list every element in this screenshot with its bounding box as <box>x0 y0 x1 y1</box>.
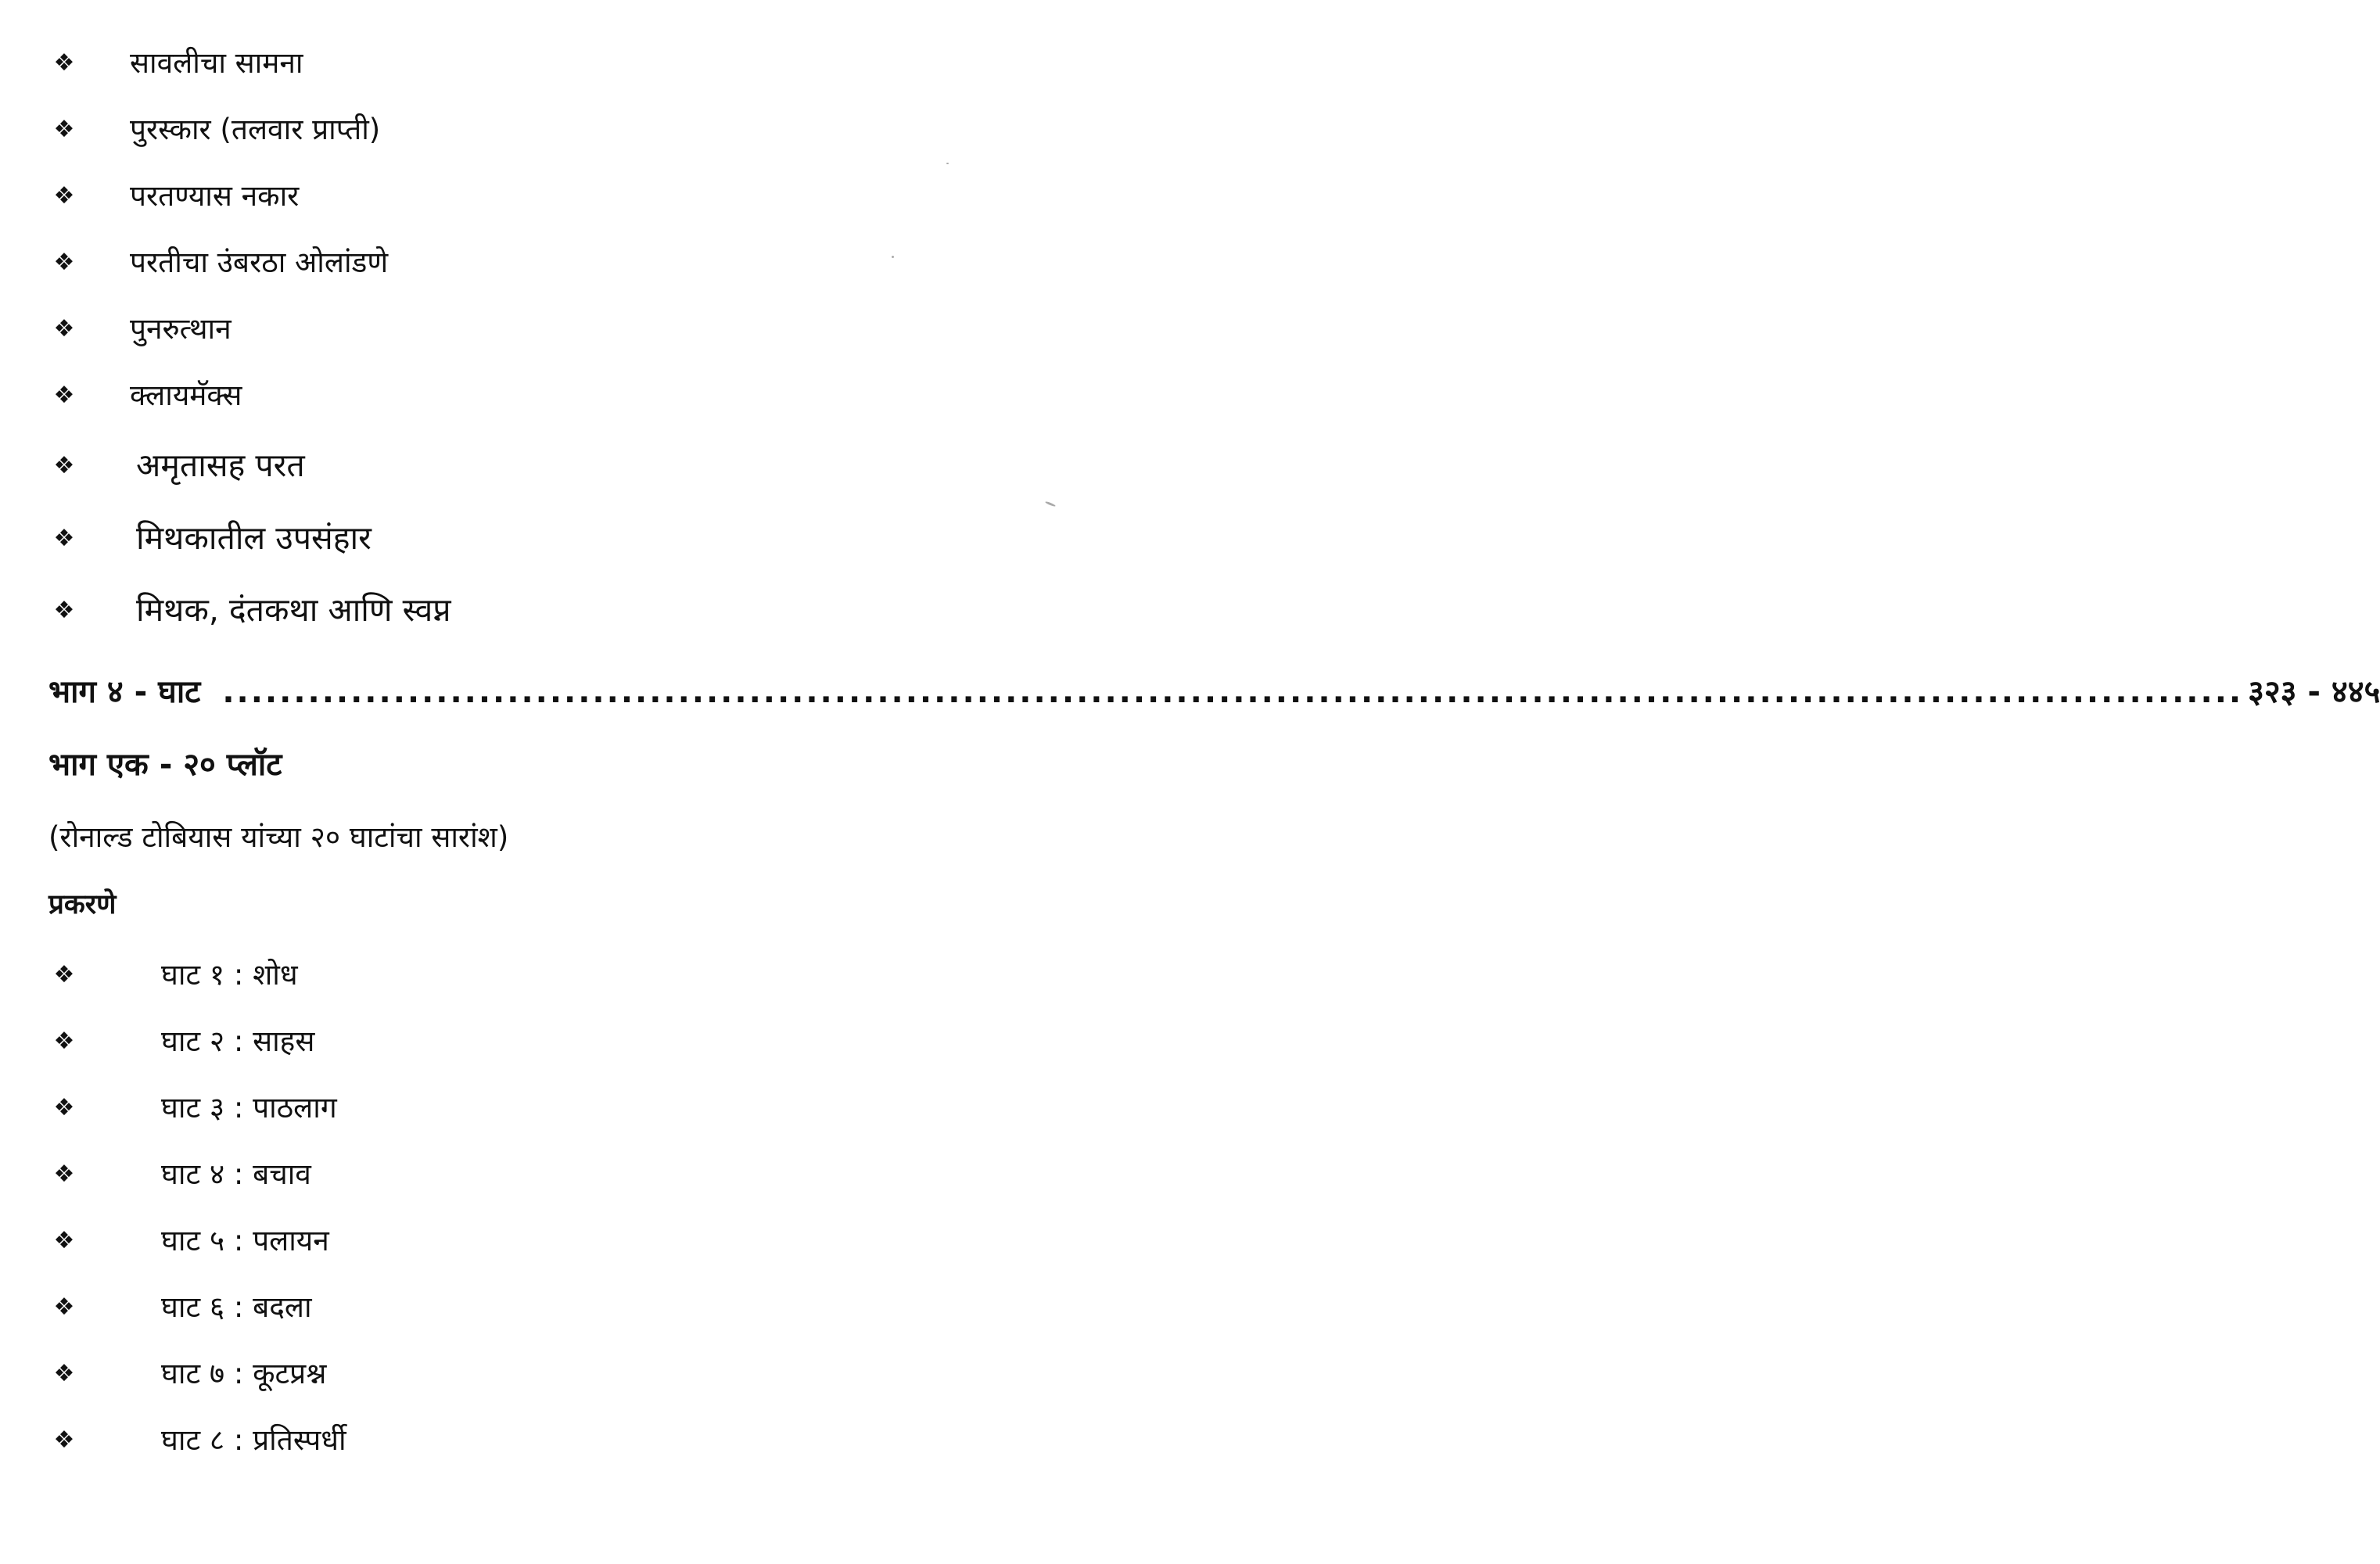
bullet-icon: ❖ <box>53 960 75 988</box>
list-item <box>48 1359 326 1388</box>
list-item-text: सावलीचा सामना <box>130 46 303 80</box>
bullet-icon: ❖ <box>53 314 75 343</box>
bullet-icon: ❖ <box>53 1293 75 1321</box>
chapter-item-text: घाट २ : साहस <box>161 1024 315 1058</box>
list-item <box>48 248 388 277</box>
list-item <box>48 1157 311 1191</box>
bullet-icon: ❖ <box>53 181 75 210</box>
bullet-icon: ❖ <box>53 381 75 409</box>
chapters-label: प्रकरणे <box>48 889 117 920</box>
toc-entry-pages: ३२३ - ४४५ <box>2248 674 2380 710</box>
chapter-item-text: घाट ८ : प्रतिस्पर्धी <box>161 1423 346 1457</box>
list-item-text: क्लायमॅक्स <box>130 378 242 412</box>
bullet-icon: ❖ <box>53 1093 75 1121</box>
part-heading: भाग एक - २० प्लॉट <box>48 747 282 783</box>
list-item <box>48 1024 315 1058</box>
list-item-text: मिथक, दंतकथा आणि स्वप्न <box>136 591 451 629</box>
list-item <box>48 312 232 346</box>
chapter-item-text: घाट १ : शोध <box>161 958 298 992</box>
list-item-text: मिथकातील उपसंहार <box>136 519 372 557</box>
toc-entry-label: भाग ४ - घाट <box>48 674 201 710</box>
chapter-item-text: घाट ७ : कूटप्रश्न <box>161 1357 327 1390</box>
list-item <box>48 1091 337 1125</box>
scan-speck <box>1045 500 1056 507</box>
list-item <box>48 1290 312 1324</box>
list-item <box>48 519 372 557</box>
bullet-icon: ❖ <box>53 1226 75 1254</box>
bullet-icon: ❖ <box>53 1359 75 1387</box>
list-item <box>48 179 300 213</box>
list-item <box>48 447 305 484</box>
chapter-item-text: घाट ६ : बदला <box>161 1290 312 1324</box>
list-item-text: पुरस्कार (तलवार प्राप्ती) <box>130 113 381 146</box>
bullet-icon: ❖ <box>53 115 75 143</box>
list-item <box>48 1226 329 1255</box>
part-note: (रोनाल्ड टोबियास यांच्या २० घाटांचा सारांश) <box>48 820 509 854</box>
list-item <box>48 958 298 992</box>
bullet-icon: ❖ <box>53 48 75 77</box>
scan-speck <box>892 256 894 258</box>
bullet-icon: ❖ <box>53 451 75 479</box>
list-item <box>48 46 303 80</box>
scan-speck <box>946 163 949 164</box>
bullet-icon: ❖ <box>53 524 75 552</box>
bullet-icon: ❖ <box>53 248 75 276</box>
list-item <box>48 1423 346 1457</box>
chapter-item-text: घाट ३ : पाठलाग <box>161 1091 337 1125</box>
list-item <box>48 115 380 144</box>
list-item-text: पुनरुत्थान <box>130 312 232 346</box>
list-item-text: परतण्यास नकार <box>130 179 300 213</box>
toc-dot-leader: .............................................................................................................................................. <box>222 674 2244 710</box>
list-item-text: परतीचा उंबरठा ओलांडणे <box>130 246 389 279</box>
list-item <box>48 378 242 412</box>
bullet-icon: ❖ <box>53 1027 75 1055</box>
list-item-text: अमृतासह परत <box>136 447 305 484</box>
chapter-item-text: घाट ४ : बचाव <box>161 1157 311 1191</box>
list-item <box>48 591 451 629</box>
chapter-item-text: घाट ५ : पलायन <box>161 1224 329 1257</box>
toc-entry <box>48 674 2380 710</box>
bullet-icon: ❖ <box>53 596 75 624</box>
bullet-icon: ❖ <box>53 1160 75 1188</box>
bullet-icon: ❖ <box>53 1426 75 1454</box>
